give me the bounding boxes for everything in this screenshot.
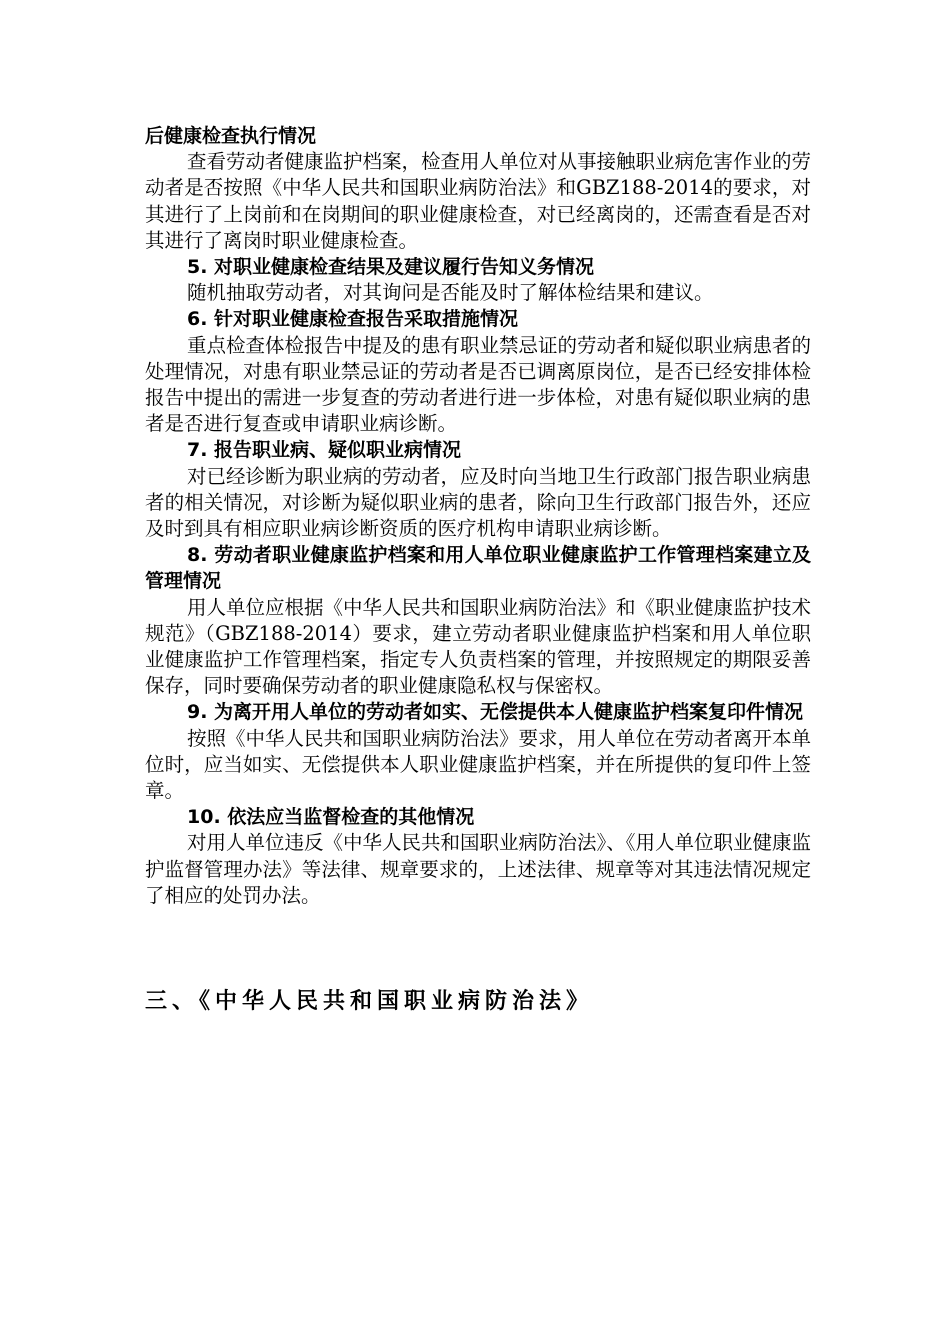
section-title: 三、《中华人民共和国职业病防治法》 (145, 989, 594, 1014)
paragraph-heading: 5. 对职业健康检查结果及建议履行告知义务情况 (187, 256, 595, 279)
paragraph-body: 重点检查体检报告中提及的患有职业禁忌证的劳动者和疑似职业病患者的处理情况，对患有职业禁忌证的劳动者是否已调离原岗位，是否已经安排体检报告中提出的需进一步复查的劳动者进行进一步体检，对患有疑似职业病的患者是否进行复查或申请职业病诊断。 (145, 333, 812, 436)
paragraph-body: 随机抽取劳动者，对其询问是否能及时了解体检结果和建议。 (187, 281, 714, 305)
paragraph-heading: 后健康检查执行情况 (145, 125, 317, 147)
document-body (145, 123, 811, 909)
paragraph-heading: 7. 报告职业病、疑似职业病情况 (187, 439, 462, 462)
paragraph-body: 对用人单位违反《中华人民共和国职业病防治法》、《用人单位职业健康监护监督管理办法》等法律、规章要求的，上述法律、规章等对其违法情况规定了相应的处罚办法。 (145, 831, 812, 907)
paragraph-body: 按照《中华人民共和国职业病防治法》要求，用人单位在劳动者离开本单位时，应当如实、无偿提供本人职业健康监护档案，并在所提供的复印件上签章。 (145, 726, 812, 803)
paragraph-body: 查看劳动者健康监护档案，检查用人单位对从事接触职业病危害作业的劳动者是否按照《中华人民共和国职业病防治法》和GBZ188-2014的要求，对其进行了上岗前和在岗期间的职业健康检查，对已经离岗的，还需查看是否对其进行了离岗时职业健康检查。 (145, 150, 812, 252)
paragraph-heading: 8. 劳动者职业健康监护档案和用人单位职业健康监护工作管理档案建立及管理情况 (145, 544, 811, 593)
paragraph-heading: 6. 针对职业健康检查报告采取措施情况 (187, 308, 519, 331)
paragraph-heading: 10. 依法应当监督检查的其他情况 (187, 806, 475, 829)
paragraph-body: 用人单位应根据《中华人民共和国职业病防治法》和《职业健康监护技术规范》（GBZ188-2014）要求，建立劳动者职业健康监护档案和用人单位职业健康监护工作管理档案，指定专人负责档案的管理，并按照规定的期限妥善保存，同时要确保劳动者的职业健康隐私权与保密权。 (145, 595, 812, 698)
paragraph-heading: 9. 为离开用人单位的劳动者如实、无偿提供本人健康监护档案复印件情况 (187, 701, 804, 724)
paragraph-body: 对已经诊断为职业病的劳动者，应及时向当地卫生行政部门报告职业病患者的相关情况，对诊断为疑似职业病的患者，除向卫生行政部门报告外，还应及时到具有相应职业病诊断资质的医疗机构申请职业病诊断。 (145, 464, 812, 541)
